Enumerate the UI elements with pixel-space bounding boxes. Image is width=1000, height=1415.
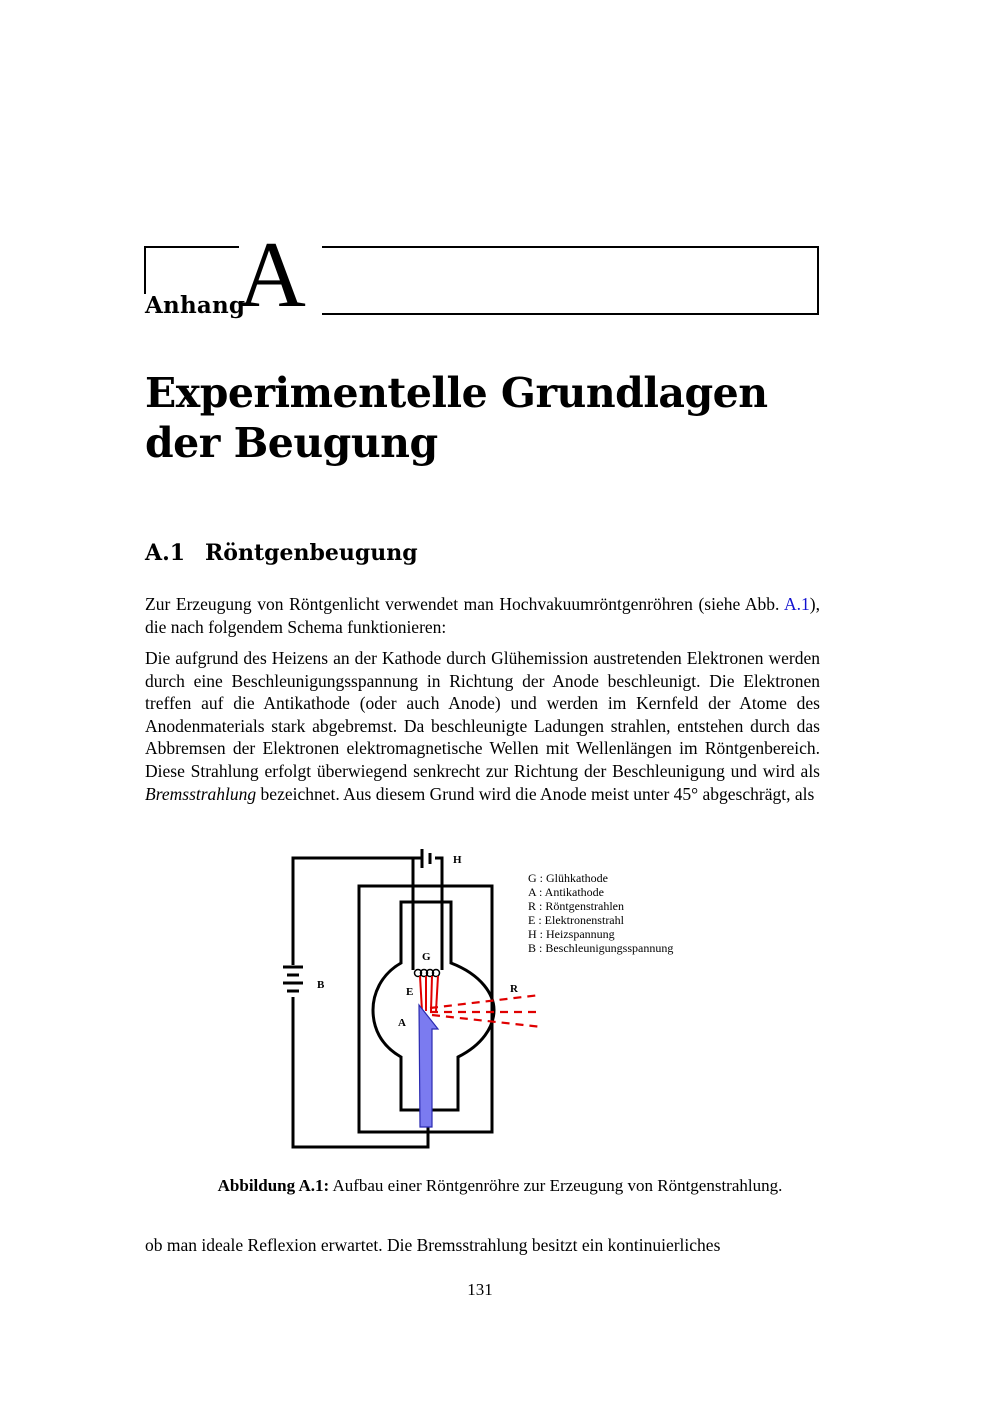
chapter-label: Anhang: [145, 292, 246, 319]
section-number: A.1: [145, 540, 186, 566]
section-title: Röntgenbeugung: [205, 540, 418, 566]
circuit-wires: [293, 858, 494, 1147]
label-R: R: [510, 983, 518, 995]
paragraph-continuation: ob man ideale Reflexion erwartet. Die Bremsstrahlung besitzt ein kontinuierliches: [145, 1235, 721, 1255]
legend-item: H : Heizspannung: [528, 927, 615, 941]
paragraph-text: bezeichnet. Aus diesem Grund wird die Anode meist unter 45° abgeschrägt, als: [256, 783, 815, 804]
label-G: G: [422, 951, 431, 963]
legend-item: B : Beschleunigungsspannung: [528, 941, 674, 955]
label-B: B: [317, 979, 325, 991]
figure-reference-link[interactable]: A.1: [784, 594, 810, 614]
emphasis-term: Bremsstrahlung: [145, 783, 257, 804]
chapter-title: Experimentelle Grundlagen der Beugung: [145, 369, 768, 467]
paragraph-text: ), die nach folgendem Schema funktionieren:: [145, 594, 820, 637]
acceleration-battery: [283, 967, 303, 991]
figure-caption: [0, 1176, 1000, 1196]
label-E: E: [406, 986, 414, 998]
paragraph-explanation: [145, 647, 820, 805]
section-heading: [145, 540, 418, 566]
caption-text: Aufbau einer Röntgenröhre zur Erzeugung von Röntgenstrahlung.: [329, 1176, 783, 1195]
paragraph-text: Zur Erzeugung von Röntgenlicht verwendet man Hochvakuumröntgenröhren (siehe Abb.: [145, 594, 785, 614]
page-number: 131: [467, 1280, 493, 1299]
electron-beam: [420, 976, 438, 1011]
figure-legend: [528, 871, 673, 955]
heater-battery: [422, 849, 430, 868]
label-A: A: [398, 1017, 406, 1029]
glow-cathode-coil: [415, 970, 440, 977]
legend-item: R : Röntgenstrahlen: [528, 899, 624, 913]
legend-item: G : Glühkathode: [528, 871, 608, 885]
label-H: H: [453, 854, 462, 866]
xray-beam: [430, 995, 542, 1027]
paragraph-intro: [145, 593, 820, 638]
legend-item: A : Antikathode: [528, 885, 604, 899]
caption-label: Abbildung A.1:: [217, 1176, 330, 1195]
paragraph-text: Die aufgrund des Heizens an der Kathode durch Glühemission austretenden Elektronen werden durch eine Beschleunigungsspannung in Richtung der Anode beschleunigt. Die Elektronen treffen auf die Antikathode (oder auch Anode) und werden im Kernfeld der Atome des Anodenmaterials stark abgebremst. Da beschleunigte Ladungen strahlen, entstehen durch das Abbremsen der Elektronen elektromagnetische Wellen mit Wellenlängen im Röntgenbereich. Diese Strahlung erfolgt überwiegend senkrecht zur Richtung der Beschleunigung und wird als: [145, 648, 820, 781]
legend-item: E : Elektronenstrahl: [528, 913, 624, 927]
chapter-letter: A: [238, 223, 306, 327]
